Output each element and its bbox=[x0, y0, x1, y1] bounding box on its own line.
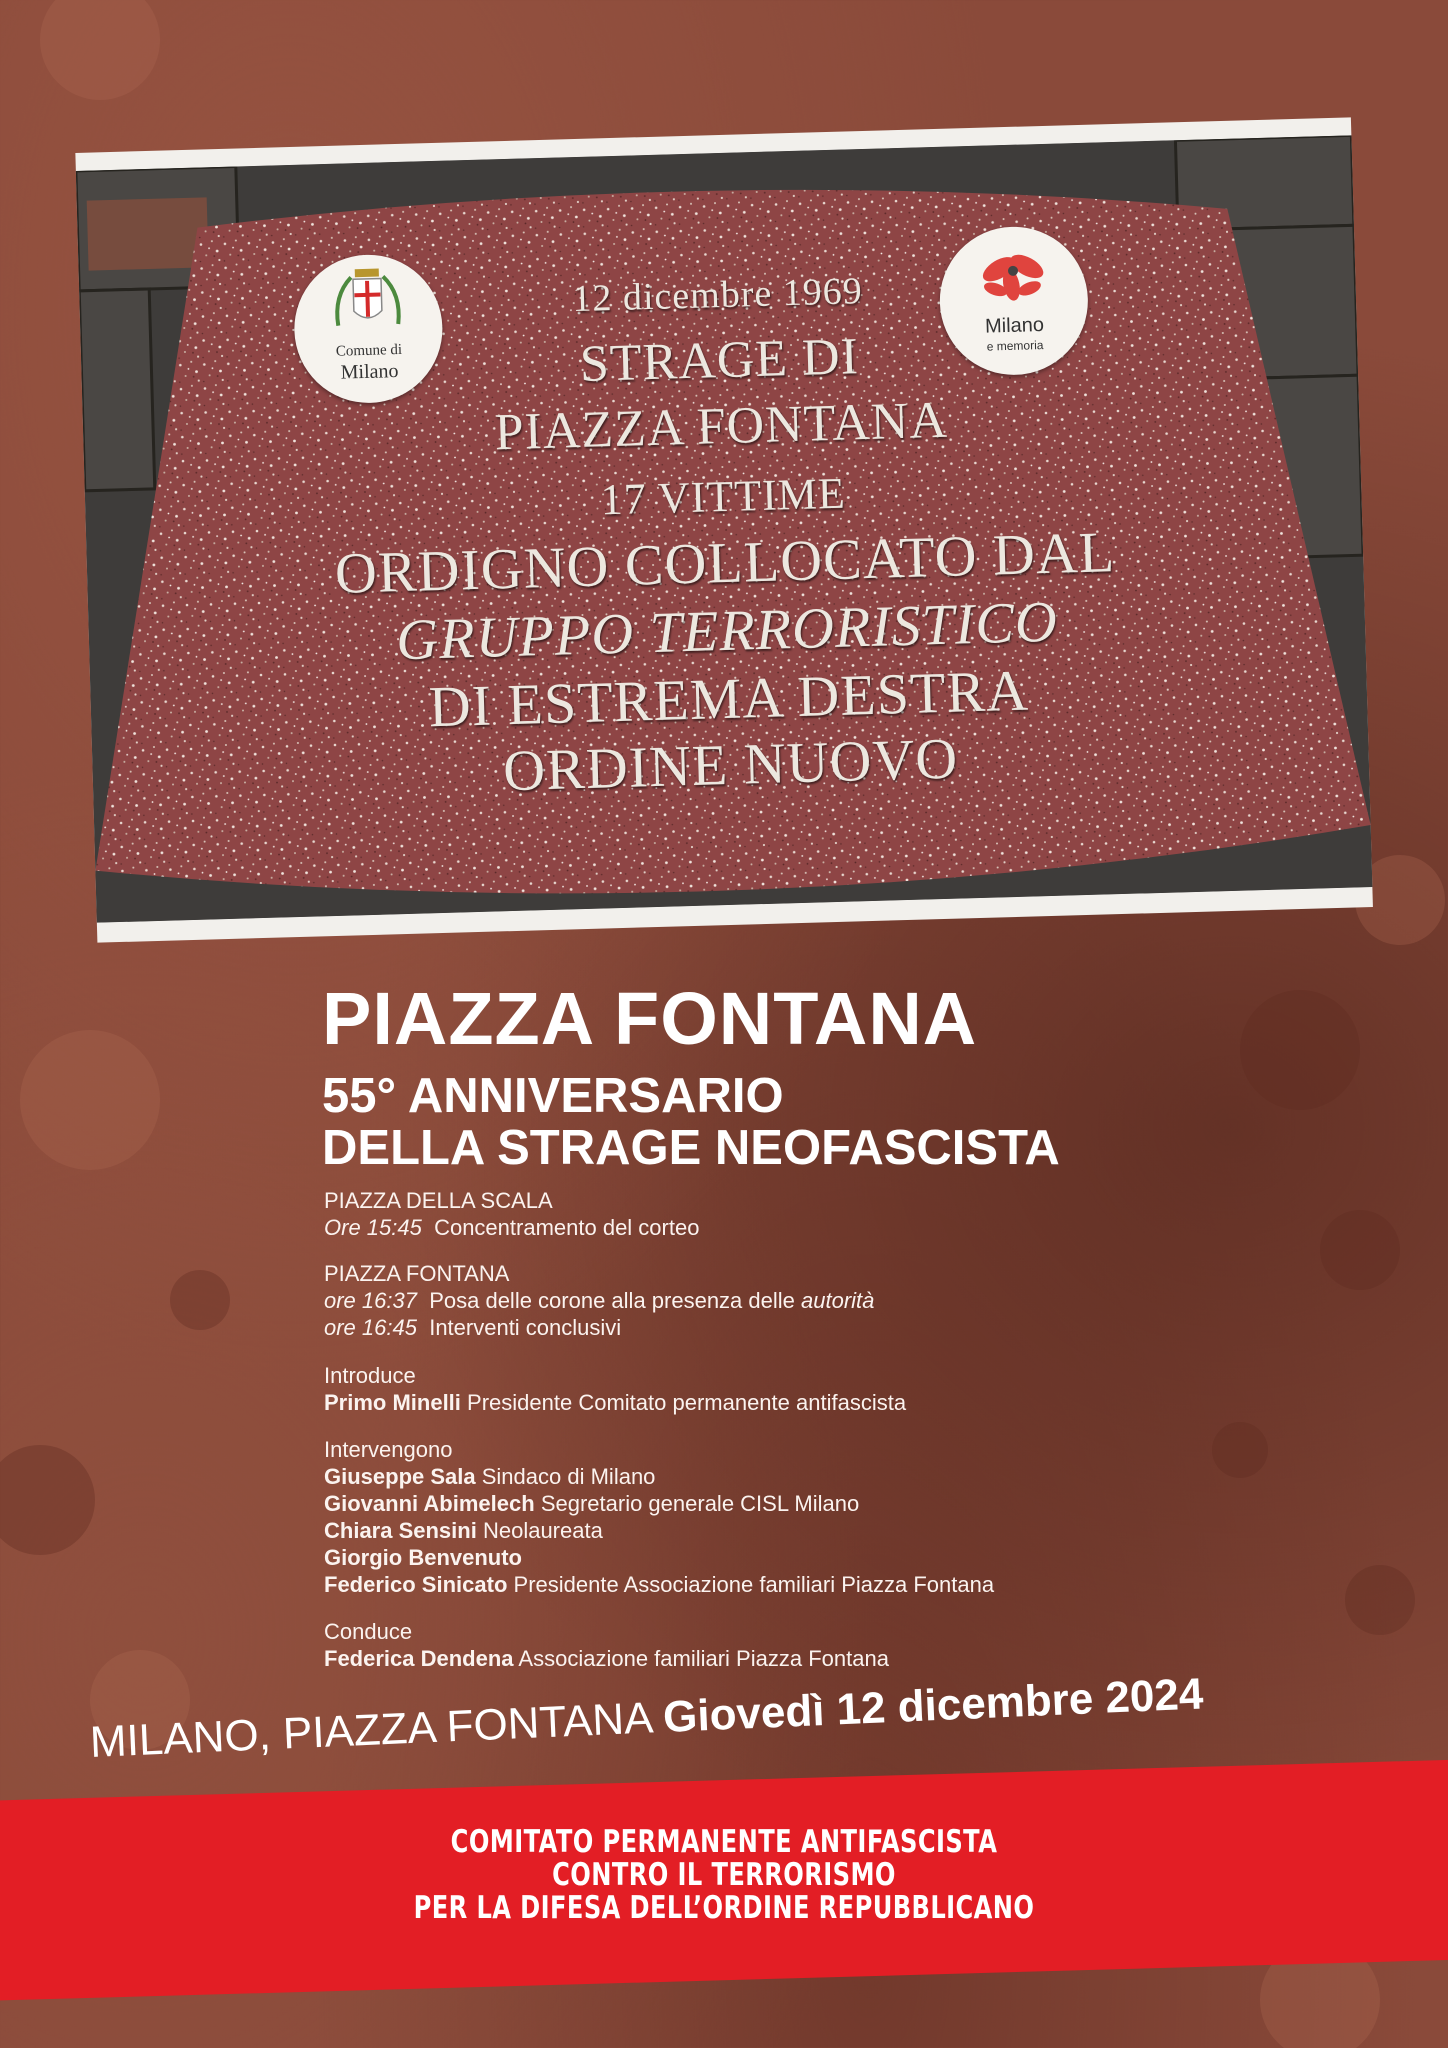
speaker-row bbox=[324, 1571, 994, 1598]
plaque-line2: GRUPPO TERRORISTICO bbox=[395, 588, 1059, 673]
event-subtitle-line1: 55° ANNIVERSARIO bbox=[322, 1069, 784, 1123]
program-introduce bbox=[324, 1362, 906, 1416]
fontana-time2: ore 16:45 bbox=[324, 1315, 417, 1340]
speaker-name: Federico Sinicato bbox=[324, 1572, 508, 1597]
plaque-piazza: PIAZZA FONTANA bbox=[493, 391, 949, 462]
host-label: Conduce bbox=[324, 1619, 413, 1644]
scala-time: Ore 15:45 bbox=[324, 1215, 422, 1240]
organizer-line3: PER LA DIFESA DELL’ORDINE REPUBBLICANO bbox=[413, 1890, 1035, 1926]
photo-frame bbox=[75, 117, 1373, 942]
event-place: MILANO, PIAZZA FONTANA bbox=[88, 1693, 653, 1767]
speaker-row bbox=[324, 1544, 994, 1571]
plaque-photo-band bbox=[0, 75, 1448, 975]
plaque-line3: DI ESTREMA DESTRA bbox=[427, 657, 1030, 740]
fontana-row1 bbox=[324, 1287, 874, 1314]
organizer-line2: CONTRO IL TERRORISMO bbox=[552, 1857, 896, 1893]
speakers-label: Intervengono bbox=[324, 1437, 453, 1462]
logo-right-line1: Milano bbox=[984, 313, 1045, 338]
plaque-date: 12 dicembre 1969 bbox=[571, 270, 864, 321]
plaque-strage: STRAGE DI bbox=[579, 328, 860, 393]
fontana-time1: ore 16:37 bbox=[324, 1288, 417, 1313]
scala-place: PIAZZA DELLA SCALA bbox=[324, 1188, 553, 1213]
speaker-row bbox=[324, 1490, 994, 1517]
scala-desc: Concentramento del corteo bbox=[434, 1215, 700, 1240]
fontana-desc2: Interventi conclusivi bbox=[429, 1315, 622, 1340]
program-fontana bbox=[324, 1260, 874, 1341]
host-role: Associazione familiari Piazza Fontana bbox=[518, 1646, 889, 1671]
logo-left-line1: Comune di bbox=[335, 341, 403, 360]
fontana-desc1-italic: autorità bbox=[801, 1288, 875, 1313]
introduce-label: Introduce bbox=[324, 1363, 416, 1388]
introduce-name: Primo Minelli bbox=[324, 1390, 461, 1415]
fontana-row2 bbox=[324, 1314, 874, 1341]
introduce-role: Presidente Comitato permanente antifascista bbox=[467, 1390, 907, 1415]
speaker-role: Presidente Associazione familiari Piazza Fontana bbox=[513, 1572, 995, 1597]
logo-left-line2: Milano bbox=[340, 360, 399, 384]
host-name: Federica Dendena bbox=[324, 1646, 514, 1671]
fontana-desc1: Posa delle corone alla presenza delle bbox=[429, 1288, 795, 1313]
event-title: PIAZZA FONTANA bbox=[322, 977, 978, 1060]
speaker-name: Giuseppe Sala bbox=[324, 1464, 476, 1489]
speaker-name: Giovanni Abimelech bbox=[324, 1491, 535, 1516]
logo-right-line2: e memoria bbox=[986, 338, 1044, 354]
introduce-row bbox=[324, 1389, 906, 1416]
speaker-name: Chiara Sensini bbox=[324, 1518, 477, 1543]
speaker-name: Giorgio Benvenuto bbox=[324, 1545, 522, 1570]
speaker-role: Sindaco di Milano bbox=[481, 1464, 656, 1489]
fontana-place: PIAZZA FONTANA bbox=[324, 1261, 510, 1286]
speaker-role: Segretario generale CISL Milano bbox=[540, 1491, 860, 1516]
event-date: Giovedì 12 dicembre 2024 bbox=[662, 1669, 1205, 1742]
organizer-line1: COMITATO PERMANENTE ANTIFASCISTA bbox=[450, 1824, 998, 1860]
plaque-line1: ORDIGNO COLLOCATO DAL bbox=[334, 519, 1116, 606]
event-subtitle-line2: DELLA STRAGE NEOFASCISTA bbox=[322, 1121, 1060, 1175]
speaker-row bbox=[324, 1463, 994, 1490]
speaker-role: Neolaureata bbox=[482, 1518, 603, 1543]
program-scala bbox=[324, 1187, 699, 1241]
plaque-photo bbox=[76, 135, 1372, 922]
place-and-date bbox=[89, 1661, 1390, 1768]
program-host bbox=[324, 1618, 889, 1672]
host-row bbox=[324, 1645, 889, 1672]
plaque-victims: 17 VITTIME bbox=[600, 468, 847, 525]
scala-row bbox=[324, 1214, 699, 1241]
plaque-line4: ORDINE NUOVO bbox=[502, 725, 960, 804]
speaker-row bbox=[324, 1517, 994, 1544]
program-speakers bbox=[324, 1436, 994, 1598]
